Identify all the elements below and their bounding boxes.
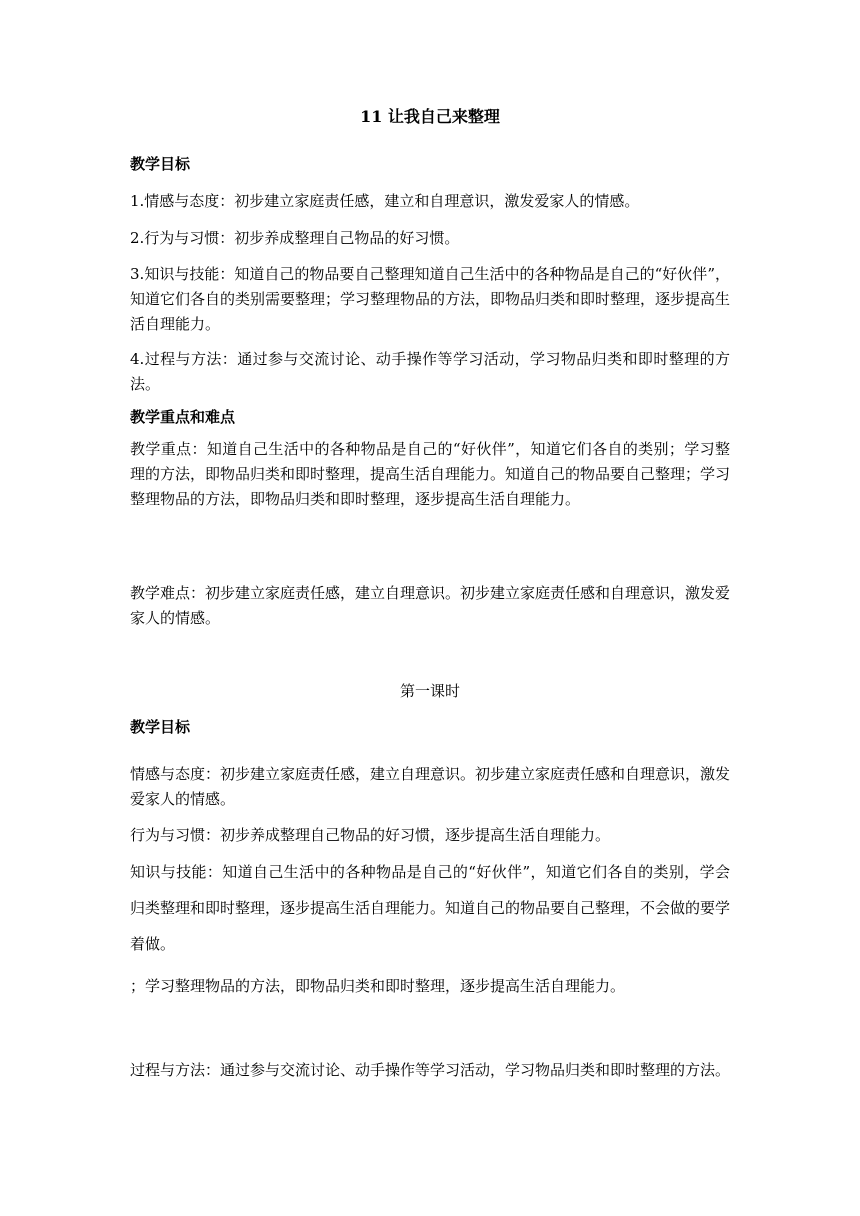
document-title: 11 让我自己来整理 [360,107,500,126]
lesson-knowledge-continuation: ；学习整理物品的方法，即物品归类和即时整理，逐步提高生活自理能力。 [130,977,626,995]
objective-item-1: 1.情感与态度：初步建立家庭责任感，建立和自理意识，激发爱家人的情感。 [130,192,640,210]
lesson-knowledge-paragraph: 知识与技能：知道自己生活中的各种物品是自己的“好伙伴”，知道它们各自的类别，学会归类整理和即时整理，逐步提高生活自理能力。知道自己的物品要自己整理，不会做的要学着做。 [130,863,731,953]
section-heading-key-points: 教学重点和难点 [130,408,236,426]
lesson-process-paragraph: 过程与方法：通过参与交流讨论、动手操作等学习活动，学习物品归类和即时整理的方法。 [130,1061,731,1079]
lesson-emotion-paragraph: 情感与态度：初步建立家庭责任感，建立自理意识。初步建立家庭责任感和自理意识，激发爱家人的情感。 [130,765,731,808]
difficulty-paragraph: 教学难点：初步建立家庭责任感，建立自理意识。初步建立家庭责任感和自理意识，激发爱家人的情感。 [130,584,731,627]
lesson-heading-objectives: 教学目标 [130,718,191,736]
key-point-paragraph: 教学重点：知道自己生活中的各种物品是自己的“好伙伴”，知道它们各自的类别；学习整理的方法，即物品归类和即时整理，提高生活自理能力。知道自己的物品要自己整理；学习整理物品的方法，即物品归类和即时整理，逐步提高生活自理能力。 [130,440,731,508]
section-heading-objectives: 教学目标 [130,155,191,173]
lesson-title: 第一课时 [399,682,460,700]
lesson-behavior-paragraph: 行为与习惯：初步养成整理自己物品的好习惯，逐步提高生活自理能力。 [130,826,611,844]
objective-item-4: 4.过程与方法：通过参与交流讨论、动手操作等学习活动，学习物品归类和即时整理的方法。 [130,350,730,393]
objective-item-3: 3.知识与技能：知道自己的物品要自己整理知道自己生活中的各种物品是自己的“好伙伴”，知道它们各自的类别需要整理；学习整理物品的方法，即物品归类和即时整理，逐步提高生活自理能力。 [130,265,731,333]
objective-item-2: 2.行为与习惯：初步养成整理自己物品的好习惯。 [130,229,460,247]
